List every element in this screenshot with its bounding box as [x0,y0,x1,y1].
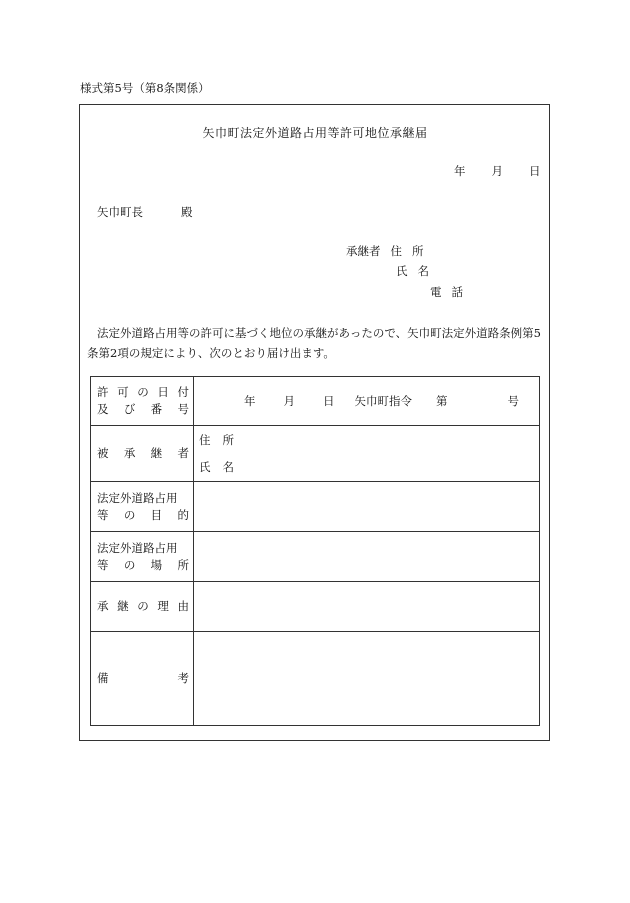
purpose-label-char: の [123,507,136,522]
predecessor-value-cell[interactable] [194,426,540,482]
successor-phone-line [430,284,463,300]
predecessor-name-label: 名 [222,459,234,474]
permit-label-char: 付 [177,385,189,399]
predecessor-address-label: 住 [199,432,211,447]
reason-row [91,582,540,632]
predecessor-label-char: 被 [97,446,109,460]
purpose-label-char: 目 [150,507,163,522]
remarks-label-char: 考 [177,671,189,685]
permit-label-char: の [137,385,149,399]
addressee-name: 矢巾町長 [97,205,143,219]
permit-designation-label: 矢巾町指令 [354,394,412,408]
purpose-label-text: 法定外道路占用 [97,490,178,505]
permit-label-char: び [123,402,136,416]
permit-value-cell[interactable] [194,377,540,426]
purpose-label-cell [91,482,194,532]
addressee [97,204,193,220]
permit-row [91,377,540,426]
place-label-line2 [97,557,189,574]
predecessor-address-label: 所 [222,432,234,447]
predecessor-name-field [199,454,539,481]
details-table [90,376,540,726]
predecessor-name-label: 氏 [199,459,211,474]
successor-address-line [346,243,424,259]
place-label-char: の [123,557,136,572]
purpose-label-char: 等 [97,507,109,522]
predecessor-label-char: 承 [123,446,136,460]
reason-value-cell[interactable] [194,582,540,632]
reason-label-char: の [137,599,149,613]
place-label-char: 所 [177,557,189,572]
remarks-value-cell[interactable] [194,632,540,726]
remarks-row [91,632,540,726]
permit-month-label: 月 [283,394,295,408]
successor-address-label-2: 所 [412,244,424,258]
remarks-label [97,670,189,687]
place-value-cell[interactable] [194,532,540,582]
place-label-line1 [97,540,189,557]
purpose-label-line2 [97,507,189,524]
purpose-row [91,482,540,532]
place-label-text: 法定外道路占用 [97,540,178,555]
reason-label-char: 承 [97,599,109,613]
permit-label-char: 許 [97,385,109,399]
permit-label-char: 及 [97,402,109,416]
purpose-label-line1 [97,490,189,507]
successor-name-label-2: 名 [417,264,429,278]
permit-label-cell [91,377,194,426]
place-label-char: 等 [97,557,109,572]
place-row [91,532,540,582]
successor-role-label: 承継者 [346,244,381,258]
permit-go-label: 号 [507,394,519,408]
permit-value-line [194,393,539,409]
form-number-label: 様式第5号（第8条関係） [80,81,210,95]
date-day-label: 日 [529,164,541,178]
permit-dai-label: 第 [436,394,448,408]
permit-label-char: 番 [150,402,163,416]
successor-name-line [396,263,429,279]
purpose-label-char: 的 [177,507,189,522]
predecessor-label-char: 継 [150,446,163,460]
permit-label-char: 可 [117,385,129,399]
place-label-char: 場 [150,557,163,572]
reason-label-char: 由 [177,599,189,613]
remarks-label-cell [91,632,194,726]
permit-label-line2 [97,401,189,418]
reason-label-cell [91,582,194,632]
permit-label-line1 [97,384,189,401]
reason-label-char: 理 [157,599,169,613]
date-month-label: 月 [491,164,503,178]
successor-phone-label-2: 話 [451,285,463,299]
successor-address-label-1: 住 [390,244,402,258]
reason-label [97,598,189,615]
successor-name-label-1: 氏 [396,264,408,278]
reason-label-char: 継 [117,599,129,613]
permit-label-char: 号 [177,402,189,416]
permit-label-char: 日 [157,385,169,399]
predecessor-label [97,445,189,462]
predecessor-address-field [199,427,539,454]
predecessor-row [91,426,540,482]
submission-date [454,163,541,179]
permit-day-label: 日 [323,394,335,408]
addressee-honorific: 殿 [181,205,193,219]
successor-phone-label-1: 電 [430,285,442,299]
date-year-label: 年 [454,164,466,178]
permit-year-label: 年 [244,394,256,408]
purpose-value-cell[interactable] [194,482,540,532]
place-label-cell [91,532,194,582]
remarks-label-char: 備 [97,671,109,685]
predecessor-label-char: 者 [177,446,189,460]
predecessor-label-cell [91,426,194,482]
declaration-text: 法定外道路占用等の許可に基づく地位の承継があったので、矢巾町法定外道路条例第5条第2項の規定により、次のとおり届け出ます。 [87,326,541,360]
form-title: 矢巾町法定外道路占用等許可地位承継届 [202,126,428,140]
